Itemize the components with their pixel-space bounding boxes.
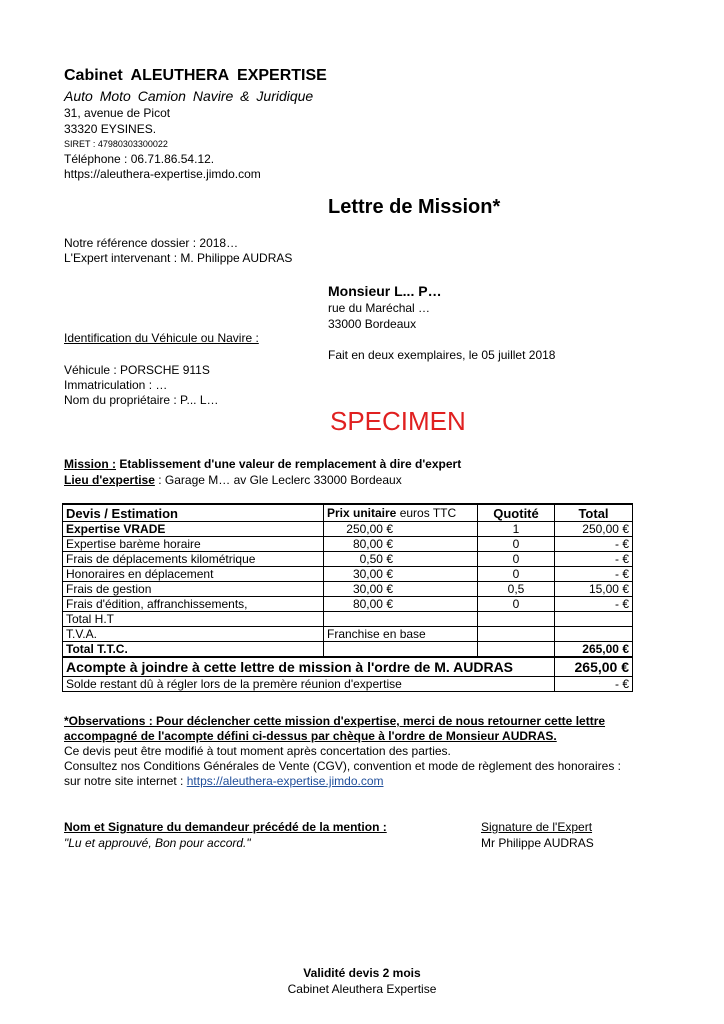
mission-place-label: Lieu d'expertise <box>64 473 155 487</box>
expert-line: L'Expert intervenant : M. Philippe AUDRAS <box>64 251 293 265</box>
observations-line1: *Observations : Pour déclencher cette mission d'expertise, merci de nous retourner cette lettre <box>64 714 606 728</box>
company-address-line1: 31, avenue de Picot <box>64 106 171 120</box>
total-ht-label: Total H.T <box>63 612 324 627</box>
total-ht-row <box>63 612 633 627</box>
row-label: Honoraires en déplacement <box>63 567 324 582</box>
quote-table <box>62 503 633 692</box>
tva-label: T.V.A. <box>63 627 324 642</box>
observations-line3: Ce devis peut être modifié à tout moment après concertation des parties. <box>64 744 451 758</box>
cgv-link[interactable]: https://aleuthera-expertise.jimdo.com <box>186 774 384 788</box>
vehicle-owner: Nom du propriétaire : P... L… <box>64 393 219 407</box>
company-subtitle: Auto Moto Camion Navire & Juridique <box>64 88 314 104</box>
acompte-value: 265,00 € <box>555 657 633 677</box>
total-ht-price <box>324 612 478 627</box>
recipient-city: 33000 Bordeaux <box>328 317 417 331</box>
row-label: Frais de déplacements kilométrique <box>63 552 324 567</box>
solde-label: Solde restant dû à régler lors de la premère réunion d'expertise <box>63 677 555 692</box>
row-label: Expertise VRADE <box>63 522 324 537</box>
company-siret: SIRET : 47980303300022 <box>64 139 168 149</box>
row-price: 30,00 € <box>324 582 478 597</box>
row-total: - € <box>555 537 633 552</box>
tva-value: Franchise en base <box>324 627 478 642</box>
mission-place-text: : Garage M… av Gle Leclerc 33000 Bordeaux <box>154 473 402 487</box>
solde-row <box>63 677 633 692</box>
row-price: 0,50 € <box>324 552 478 567</box>
mission-line <box>64 457 461 471</box>
total-ttc-price <box>324 642 478 658</box>
row-qty: 0 <box>478 537 555 552</box>
table-row <box>63 552 633 567</box>
header-unit-price-bold: Prix unitaire <box>327 505 397 520</box>
date-line: Fait en deux exemplaires, le 05 juillet 2018 <box>328 348 556 362</box>
mission-label: Mission : <box>64 457 117 471</box>
observations-line5 <box>64 774 384 788</box>
total-ht-value <box>555 612 633 627</box>
vehicle-heading: Identification du Véhicule ou Navire : <box>64 331 259 345</box>
document-title: Lettre de Mission* <box>328 196 501 218</box>
company-website[interactable]: https://aleuthera-expertise.jimdo.com <box>64 167 261 181</box>
vehicle-model: Véhicule : PORSCHE 911S <box>64 363 210 377</box>
row-qty: 0,5 <box>478 582 555 597</box>
acompte-row <box>63 657 633 677</box>
tva-total <box>555 627 633 642</box>
company-address-line2: 33320 EYSINES. <box>64 122 157 136</box>
table-row <box>63 582 633 597</box>
vehicle-registration: Immatriculation : … <box>64 378 168 392</box>
row-total: 15,00 € <box>555 582 633 597</box>
recipient-street: rue du Maréchal … <box>328 301 431 315</box>
row-qty: 0 <box>478 597 555 612</box>
total-ttc-value: 265,00 € <box>555 642 633 658</box>
row-total: - € <box>555 567 633 582</box>
mission-text: Etablissement d'une valeur de remplacement à dire d'expert <box>119 457 462 471</box>
company-name: Cabinet ALEUTHERA EXPERTISE <box>64 67 327 84</box>
observations-line2: accompagné de l'acompte défini ci-dessus par chèque à l'ordre de Monsieur AUDRAS. <box>64 729 557 743</box>
header-unit-price <box>324 504 478 522</box>
tva-row <box>63 627 633 642</box>
header-quantity: Quotité <box>478 504 555 522</box>
file-reference: Notre référence dossier : 2018… <box>64 236 239 250</box>
footer-company: Cabinet Aleuthera Expertise <box>287 982 437 996</box>
header-unit-price-rest: euros TTC <box>396 505 457 520</box>
total-ttc-qty <box>478 642 555 658</box>
expert-signature-name: Mr Philippe AUDRAS <box>481 836 594 850</box>
header-total: Total <box>555 504 633 522</box>
footer-validity: Validité devis 2 mois <box>303 966 421 980</box>
row-qty: 1 <box>478 522 555 537</box>
table-header-row <box>63 504 633 522</box>
acompte-label: Acompte à joindre à cette lettre de mission à l'ordre de M. AUDRAS <box>63 657 555 677</box>
observations-line4: Consultez nos Conditions Générales de Vente (CGV), convention et mode de règlement des honoraires : <box>64 759 621 773</box>
row-total: - € <box>555 597 633 612</box>
row-qty: 0 <box>478 552 555 567</box>
requester-signature-heading: Nom et Signature du demandeur précédé de la mention : <box>64 820 387 834</box>
row-total: 250,00 € <box>555 522 633 537</box>
requester-mention: "Lu et approuvé, Bon pour accord." <box>64 836 251 850</box>
row-qty: 0 <box>478 567 555 582</box>
row-total: - € <box>555 552 633 567</box>
row-label: Frais de gestion <box>63 582 324 597</box>
specimen-stamp: SPECIMEN <box>330 406 466 436</box>
solde-value: - € <box>555 677 633 692</box>
company-phone: Téléphone : 06.71.86.54.12. <box>64 152 215 166</box>
row-label: Frais d'édition, affranchissements, <box>63 597 324 612</box>
mission-place-line <box>64 473 402 487</box>
table-row <box>63 597 633 612</box>
row-price: 30,00 € <box>324 567 478 582</box>
table-row <box>63 567 633 582</box>
observations-site-prefix: sur notre site internet : <box>64 774 187 788</box>
row-price: 80,00 € <box>324 597 478 612</box>
total-ttc-row <box>63 642 633 658</box>
row-price: 80,00 € <box>324 537 478 552</box>
tva-qty <box>478 627 555 642</box>
row-label: Expertise barème horaire <box>63 537 324 552</box>
header-description: Devis / Estimation <box>63 504 324 522</box>
recipient-name: Monsieur L... P… <box>328 283 442 299</box>
row-price: 250,00 € <box>324 522 478 537</box>
total-ht-qty <box>478 612 555 627</box>
expert-signature-heading: Signature de l'Expert <box>481 820 593 834</box>
table-row <box>63 537 633 552</box>
table-row <box>63 522 633 537</box>
total-ttc-label: Total T.T.C. <box>63 642 324 658</box>
